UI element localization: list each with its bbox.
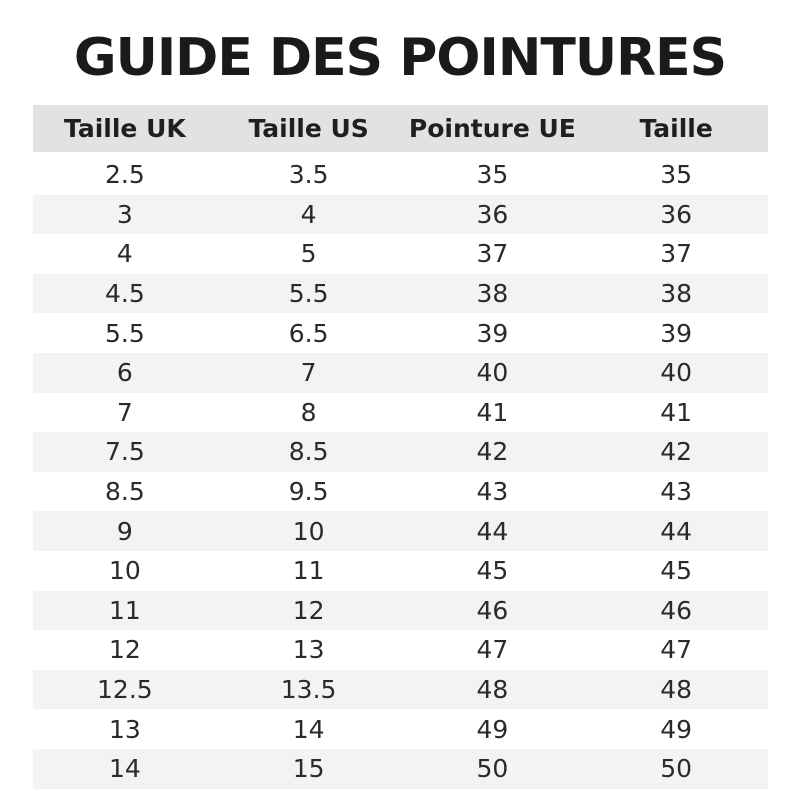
cell-us: 6.5 bbox=[288, 318, 329, 348]
size-chart-table bbox=[33, 105, 768, 789]
table-row bbox=[33, 630, 768, 670]
cell-size: 47 bbox=[660, 635, 693, 665]
table-row bbox=[33, 155, 768, 195]
table-row bbox=[33, 749, 768, 789]
cell-size: 35 bbox=[660, 160, 693, 190]
cell-us: 9.5 bbox=[288, 477, 329, 507]
table-body bbox=[33, 155, 768, 789]
cell-size: 41 bbox=[660, 397, 693, 427]
cell-uk: 4.5 bbox=[104, 279, 145, 309]
cell-eu: 44 bbox=[476, 516, 509, 546]
table-row bbox=[33, 551, 768, 591]
table-row bbox=[33, 393, 768, 433]
table-row bbox=[33, 432, 768, 472]
cell-uk: 8.5 bbox=[104, 477, 145, 507]
cell-size: 38 bbox=[660, 279, 693, 309]
table-row bbox=[33, 709, 768, 749]
cell-eu: 46 bbox=[476, 595, 509, 625]
cell-size: 45 bbox=[660, 556, 693, 586]
cell-eu: 48 bbox=[476, 675, 509, 705]
cell-uk: 11 bbox=[108, 595, 141, 625]
cell-uk: 4 bbox=[116, 239, 133, 269]
cell-us: 14 bbox=[292, 714, 325, 744]
cell-us: 13.5 bbox=[280, 675, 337, 705]
cell-size: 50 bbox=[660, 754, 693, 784]
table-row bbox=[33, 274, 768, 314]
table-row bbox=[33, 591, 768, 631]
cell-uk: 2.5 bbox=[104, 160, 145, 190]
cell-size: 40 bbox=[660, 358, 693, 388]
cell-size: 37 bbox=[660, 239, 693, 269]
cell-us: 8 bbox=[300, 397, 317, 427]
cell-uk: 14 bbox=[108, 754, 141, 784]
cell-uk: 10 bbox=[108, 556, 141, 586]
cell-size: 49 bbox=[660, 714, 693, 744]
cell-size: 44 bbox=[660, 516, 693, 546]
cell-uk: 7 bbox=[116, 397, 133, 427]
page-title: GUIDE DES POINTURES bbox=[73, 28, 727, 88]
cell-us: 5.5 bbox=[288, 279, 329, 309]
cell-eu: 39 bbox=[476, 318, 509, 348]
table-row bbox=[33, 511, 768, 551]
cell-eu: 38 bbox=[476, 279, 509, 309]
cell-eu: 43 bbox=[476, 477, 509, 507]
cell-uk: 13 bbox=[108, 714, 141, 744]
cell-uk: 6 bbox=[116, 358, 133, 388]
cell-eu: 50 bbox=[476, 754, 509, 784]
cell-uk: 12.5 bbox=[97, 675, 153, 705]
table-row bbox=[33, 313, 768, 353]
cell-us: 12 bbox=[292, 595, 325, 625]
column-header-us: Taille US bbox=[248, 114, 369, 143]
cell-uk: 3 bbox=[116, 199, 133, 229]
column-header-eu: Pointure UE bbox=[408, 114, 576, 143]
cell-us: 3.5 bbox=[288, 160, 329, 190]
cell-uk: 7.5 bbox=[104, 437, 145, 467]
cell-size: 46 bbox=[660, 595, 693, 625]
column-header-uk: Taille UK bbox=[64, 114, 186, 143]
cell-us: 15 bbox=[292, 754, 325, 784]
table-row bbox=[33, 670, 768, 710]
table-row bbox=[33, 472, 768, 512]
cell-eu: 36 bbox=[476, 199, 509, 229]
column-header-size: Taille bbox=[639, 114, 713, 143]
table-header-row bbox=[33, 105, 768, 152]
cell-uk: 5.5 bbox=[104, 318, 145, 348]
table-row bbox=[33, 234, 768, 274]
cell-eu: 42 bbox=[476, 437, 509, 467]
cell-size: 39 bbox=[660, 318, 693, 348]
cell-eu: 35 bbox=[476, 160, 509, 190]
cell-size: 36 bbox=[660, 199, 693, 229]
cell-eu: 47 bbox=[476, 635, 509, 665]
cell-us: 10 bbox=[292, 516, 325, 546]
table-row bbox=[33, 195, 768, 235]
cell-us: 11 bbox=[292, 556, 325, 586]
cell-size: 48 bbox=[660, 675, 693, 705]
cell-eu: 40 bbox=[476, 358, 509, 388]
cell-eu: 41 bbox=[476, 397, 509, 427]
cell-uk: 12 bbox=[108, 635, 141, 665]
cell-us: 4 bbox=[300, 199, 317, 229]
cell-size: 43 bbox=[660, 477, 693, 507]
table-row bbox=[33, 353, 768, 393]
cell-us: 8.5 bbox=[288, 437, 329, 467]
cell-uk: 9 bbox=[116, 516, 133, 546]
cell-us: 13 bbox=[292, 635, 325, 665]
cell-us: 7 bbox=[300, 358, 317, 388]
cell-eu: 49 bbox=[476, 714, 509, 744]
cell-eu: 45 bbox=[476, 556, 509, 586]
cell-us: 5 bbox=[300, 239, 317, 269]
cell-eu: 37 bbox=[476, 239, 509, 269]
cell-size: 42 bbox=[660, 437, 693, 467]
